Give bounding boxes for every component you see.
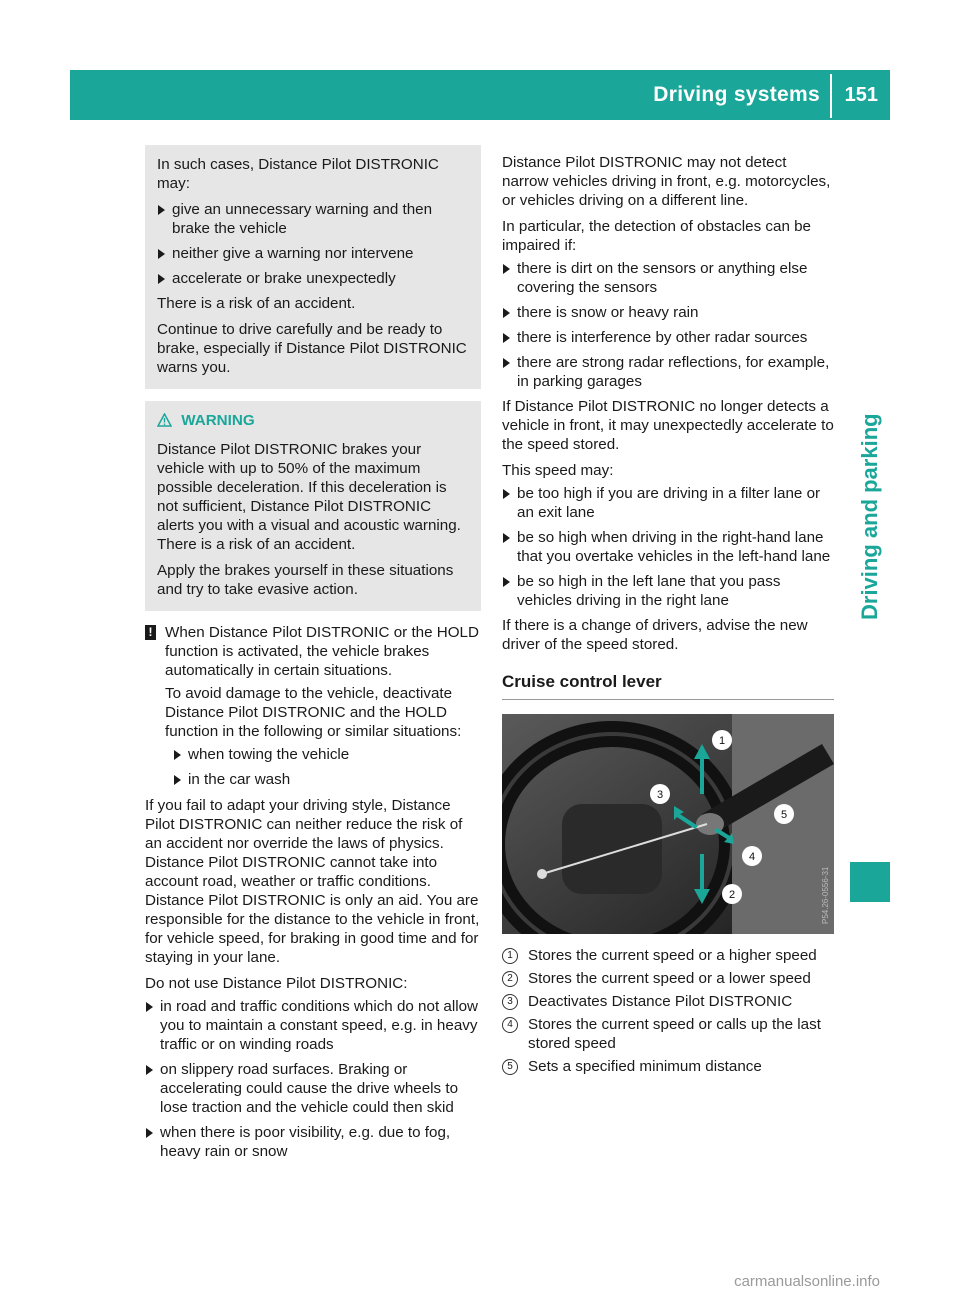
note-text: When Distance Pilot DISTRONIC or the HOLD function is activated, the vehicle brakes automatically in certain situations. xyxy=(165,624,479,679)
figure-legend xyxy=(502,946,834,1076)
list-item: there is interference by other radar sources xyxy=(502,328,834,347)
cruise-control-illustration xyxy=(502,714,834,934)
legend-number: 1 xyxy=(502,948,518,964)
adapt-paragraph: If you fail to adapt your driving style, Distance Pilot DISTRONIC can neither reduce the risk of an accident nor override the laws of physics. Distance Pilot DISTRONIC cannot take into account road, weather or traffic conditions. Distance Pilot DISTRONIC is only an aid. You are responsible for the distance to the vehicle in front, for vehicle speed, for braking in good time and for staying in your lane. xyxy=(145,797,480,966)
exclamation-icon: ! xyxy=(145,625,156,640)
list-item: be so high when driving in the right-hand lane that you overtake vehicles in the left-hand lane xyxy=(502,528,834,566)
legend-number: 3 xyxy=(502,994,518,1010)
list-item: accelerate or brake unexpectedly xyxy=(157,269,469,288)
watermark: carmanualsonline.info xyxy=(734,1273,880,1290)
warning-title: WARNING xyxy=(181,412,255,429)
box-risk: There is a risk of an accident. xyxy=(157,295,356,312)
header-bar xyxy=(70,70,890,120)
legend-number: 5 xyxy=(502,1059,518,1075)
note-text-2: To avoid damage to the vehicle, deactivate Distance Pilot DISTRONIC and the HOLD function in the following or similar situations: xyxy=(165,685,462,740)
change-paragraph: If there is a change of drivers, advise the new driver of the speed stored. xyxy=(502,617,808,653)
donot-heading: Do not use Distance Pilot DISTRONIC: xyxy=(145,975,408,992)
section-heading: Cruise control lever xyxy=(502,672,834,700)
legend-text: Stores the current speed or a lower speed xyxy=(528,970,811,987)
list-item: there are strong radar reflections, for example, in parking garages xyxy=(502,353,834,391)
list-item: in road and traffic conditions which do not allow you to maintain a constant speed, e.g. in heavy traffic or on winding roads xyxy=(145,997,481,1054)
legend-item xyxy=(502,992,834,1011)
right-column xyxy=(502,153,834,1080)
warning-action: Apply the brakes yourself in these situations and try to take evasive action. xyxy=(157,562,454,598)
note-bullets xyxy=(173,745,481,789)
nolonger-paragraph: If Distance Pilot DISTRONIC no longer detects a vehicle in front, it may unexpectedly accelerate to the speed stored. xyxy=(502,398,834,453)
particular-paragraph: In particular, the detection of obstacles can be impaired if: xyxy=(502,218,812,254)
detect-paragraph: Distance Pilot DISTRONIC may not detect narrow vehicles driving in front, e.g. motorcycles, or vehicles driving on a different line. xyxy=(502,154,831,209)
figure-callout-1: 1 xyxy=(718,735,726,747)
side-tab-marker xyxy=(850,862,890,902)
note-block xyxy=(145,623,481,789)
legend-text: Stores the current speed or calls up the last stored speed xyxy=(528,1016,821,1052)
box-continue: Continue to drive carefully and be ready to brake, especially if Distance Pilot DISTRONIC warns you. xyxy=(157,321,467,376)
warning-triangle-icon xyxy=(157,413,177,432)
legend-item xyxy=(502,946,834,965)
figure-callout-3: 3 xyxy=(656,789,664,801)
list-item: give an unnecessary warning and then brake the vehicle xyxy=(157,200,469,238)
legend-item xyxy=(502,969,834,988)
warning-box xyxy=(145,401,481,611)
speed-bullets xyxy=(502,484,834,610)
box-intro: In such cases, Distance Pilot DISTRONIC may: xyxy=(157,156,439,192)
legend-number: 2 xyxy=(502,971,518,987)
list-item: in the car wash xyxy=(173,770,481,789)
warning-heading xyxy=(157,411,469,432)
impaired-bullets xyxy=(502,259,834,391)
donot-bullets xyxy=(145,997,481,1161)
figure-code: P54.26-0556-31 xyxy=(821,866,830,924)
list-item: when there is poor visibility, e.g. due to fog, heavy rain or snow xyxy=(145,1123,481,1161)
side-tab-label: Driving and parking xyxy=(857,413,882,620)
warning-text: Distance Pilot DISTRONIC brakes your vehicle with up to 50% of the maximum possible deceleration. If this deceleration is not sufficient, Distance Pilot DISTRONIC alerts you with a visual and acoustic warning. There is a risk of an accident. xyxy=(157,441,461,553)
list-item: there is snow or heavy rain xyxy=(502,303,834,322)
section-title: Driving systems xyxy=(653,83,820,106)
legend-text: Stores the current speed or a higher speed xyxy=(528,947,817,964)
list-item: be too high if you are driving in a filter lane or an exit lane xyxy=(502,484,834,522)
figure-callout-2: 2 xyxy=(728,889,736,901)
legend-text: Sets a specified minimum distance xyxy=(528,1058,762,1075)
list-item: on slippery road surfaces. Braking or accelerating could cause the drive wheels to lose traction and the vehicle could then skid xyxy=(145,1060,481,1117)
left-column xyxy=(145,145,481,1167)
list-item: when towing the vehicle xyxy=(173,745,481,764)
legend-item xyxy=(502,1057,834,1076)
caution-box xyxy=(145,145,481,389)
list-item: there is dirt on the sensors or anything else covering the sensors xyxy=(502,259,834,297)
legend-text: Deactivates Distance Pilot DISTRONIC xyxy=(528,993,793,1010)
figure-callout-5: 5 xyxy=(780,809,788,821)
legend-number: 4 xyxy=(502,1017,518,1033)
list-item: neither give a warning nor intervene xyxy=(157,244,469,263)
page-number: 151 xyxy=(844,84,878,106)
legend-item xyxy=(502,1015,834,1053)
header-divider xyxy=(830,74,832,118)
list-item: be so high in the left lane that you pass vehicles driving in the right lane xyxy=(502,572,834,610)
box-bullets xyxy=(157,200,469,288)
figure-callout-4: 4 xyxy=(748,851,756,863)
cruise-control-figure xyxy=(502,714,834,934)
speed-heading: This speed may: xyxy=(502,462,614,479)
